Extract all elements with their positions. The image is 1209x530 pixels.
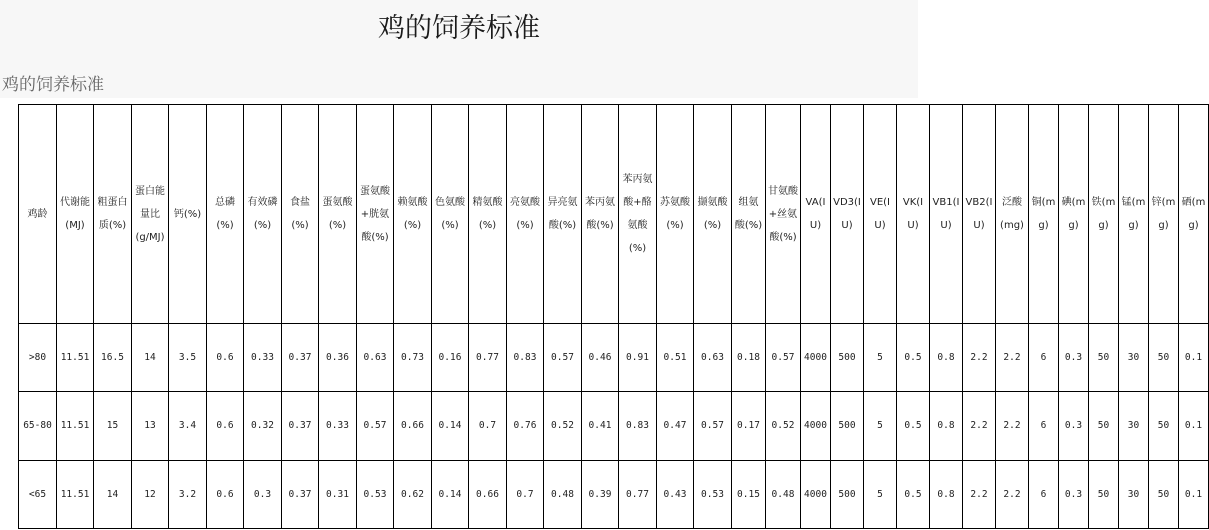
value-cell: 0.16 <box>432 324 469 392</box>
column-header <box>132 105 169 324</box>
column-header <box>94 105 132 324</box>
column-header-label: 铁(mg) <box>1091 197 1116 231</box>
value-cell: 15 <box>94 392 132 460</box>
value-cell: 0.62 <box>394 460 432 528</box>
value-cell: 0.37 <box>282 392 319 460</box>
value-cell: 50 <box>1149 324 1179 392</box>
value-cell: 0.3 <box>244 460 282 528</box>
value-cell: 0.33 <box>319 392 357 460</box>
age-cell: <65 <box>19 460 57 528</box>
value-cell: 4000 <box>801 460 831 528</box>
table-row <box>19 324 1209 392</box>
page-subtitle: 鸡的饲养标准 <box>2 75 104 95</box>
column-header <box>169 105 207 324</box>
column-header <box>831 105 864 324</box>
column-header <box>801 105 831 324</box>
column-header-label: VA(IU) <box>805 197 826 231</box>
value-cell: 5 <box>864 460 897 528</box>
value-cell: 6 <box>1029 460 1059 528</box>
value-cell: 16.5 <box>94 324 132 392</box>
value-cell: 0.57 <box>357 392 394 460</box>
value-cell: 0.6 <box>207 460 244 528</box>
value-cell: 11.51 <box>57 324 94 392</box>
value-cell: 30 <box>1119 460 1149 528</box>
table-body <box>19 324 1209 529</box>
column-header-label: 有效磷(%) <box>247 197 278 231</box>
column-header <box>1149 105 1179 324</box>
value-cell: 0.18 <box>732 324 766 392</box>
value-cell: 0.8 <box>930 460 963 528</box>
column-header <box>732 105 766 324</box>
value-cell: 2.2 <box>996 392 1029 460</box>
value-cell: 0.43 <box>657 460 694 528</box>
value-cell: 0.37 <box>282 324 319 392</box>
column-header <box>319 105 357 324</box>
column-header <box>544 105 582 324</box>
value-cell: 2.2 <box>996 324 1029 392</box>
value-cell: 2.2 <box>963 324 996 392</box>
value-cell: 500 <box>831 324 864 392</box>
column-header-label: 鸡龄 <box>27 208 48 220</box>
column-header-label: 钙(%) <box>173 208 202 220</box>
value-cell: 3.2 <box>169 460 207 528</box>
value-cell: 0.1 <box>1179 392 1209 460</box>
column-header <box>1179 105 1209 324</box>
value-cell: 50 <box>1149 460 1179 528</box>
value-cell: 11.51 <box>57 460 94 528</box>
column-header-label: VK(IU) <box>902 197 924 231</box>
value-cell: 5 <box>864 392 897 460</box>
column-header <box>1089 105 1119 324</box>
value-cell: 6 <box>1029 324 1059 392</box>
value-cell: 0.6 <box>207 324 244 392</box>
value-cell: 0.7 <box>507 460 544 528</box>
value-cell: 0.3 <box>1059 460 1089 528</box>
value-cell: 0.57 <box>766 324 801 392</box>
value-cell: 0.63 <box>357 324 394 392</box>
column-header <box>897 105 930 324</box>
table-row <box>19 460 1209 528</box>
value-cell: 0.91 <box>619 324 657 392</box>
column-header-label: 总磷(%) <box>215 197 235 231</box>
column-header <box>619 105 657 324</box>
column-header-label: VB1(IU) <box>932 197 960 231</box>
column-header-label: 锌(mg) <box>1151 197 1176 231</box>
value-cell: 0.17 <box>732 392 766 460</box>
value-cell: 0.66 <box>394 392 432 460</box>
column-header <box>1029 105 1059 324</box>
value-cell: 0.47 <box>657 392 694 460</box>
value-cell: 3.5 <box>169 324 207 392</box>
column-header <box>469 105 507 324</box>
column-header-label: 碘(mg) <box>1061 197 1086 231</box>
value-cell: 0.5 <box>897 392 930 460</box>
value-cell: 0.53 <box>357 460 394 528</box>
column-header <box>1119 105 1149 324</box>
column-header-label: VE(IU) <box>869 197 890 231</box>
value-cell: 50 <box>1089 324 1119 392</box>
column-header-label: 粗蛋白质(%) <box>97 197 128 231</box>
value-cell: 0.83 <box>619 392 657 460</box>
value-cell: 3.4 <box>169 392 207 460</box>
value-cell: 50 <box>1149 392 1179 460</box>
value-cell: 0.83 <box>507 324 544 392</box>
value-cell: 500 <box>831 392 864 460</box>
feeding-standard-table <box>18 104 1209 529</box>
column-header-label: 苯丙氨酸+酪氨酸(%) <box>622 174 653 254</box>
value-cell: 0.51 <box>657 324 694 392</box>
value-cell: 0.41 <box>582 392 619 460</box>
column-header-label: VD3(IU) <box>833 197 861 231</box>
column-header-label: 撷氨酸(%) <box>697 197 728 231</box>
value-cell: 30 <box>1119 392 1149 460</box>
column-header-label: 蛋氨酸+胱氨酸(%) <box>360 185 390 243</box>
column-header-label: 铜(mg) <box>1031 197 1056 231</box>
column-header-label: 组氨酸(%) <box>734 197 763 231</box>
column-header-label: 蛋氨酸(%) <box>322 197 353 231</box>
value-cell: 0.33 <box>244 324 282 392</box>
value-cell: 0.31 <box>319 460 357 528</box>
value-cell: 0.57 <box>694 392 732 460</box>
column-header-label: 赖氨酸(%) <box>397 197 428 231</box>
value-cell: 0.15 <box>732 460 766 528</box>
column-header <box>963 105 996 324</box>
column-header <box>996 105 1029 324</box>
value-cell: 2.2 <box>963 460 996 528</box>
value-cell: 0.8 <box>930 392 963 460</box>
value-cell: 0.14 <box>432 460 469 528</box>
value-cell: 0.7 <box>469 392 507 460</box>
column-header-label: 亮氨酸(%) <box>510 197 540 231</box>
value-cell: 0.76 <box>507 392 544 460</box>
column-header <box>357 105 394 324</box>
value-cell: 5 <box>864 324 897 392</box>
age-cell: 65-80 <box>19 392 57 460</box>
value-cell: 0.39 <box>582 460 619 528</box>
column-header-label: 甘氨酸+丝氨酸(%) <box>768 185 798 243</box>
column-header-label: 苯丙氨酸(%) <box>585 197 615 231</box>
column-header-label: 蛋白能量比(g/MJ) <box>135 185 165 243</box>
column-header <box>582 105 619 324</box>
column-header-label: 苏氨酸(%) <box>660 197 690 231</box>
column-header-label: 异亮氨酸(%) <box>547 197 578 231</box>
value-cell: 2.2 <box>963 392 996 460</box>
value-cell: 0.48 <box>766 460 801 528</box>
column-header <box>19 105 57 324</box>
column-header-label: 代谢能(MJ) <box>60 197 90 231</box>
value-cell: 4000 <box>801 392 831 460</box>
table-row <box>19 392 1209 460</box>
column-header <box>930 105 963 324</box>
value-cell: 0.53 <box>694 460 732 528</box>
table-header-row <box>19 105 1209 324</box>
value-cell: 0.66 <box>469 460 507 528</box>
value-cell: 0.3 <box>1059 324 1089 392</box>
value-cell: 2.2 <box>996 460 1029 528</box>
column-header-label: 锰(mg) <box>1121 197 1146 231</box>
value-cell: 0.57 <box>544 324 582 392</box>
value-cell: 0.8 <box>930 324 963 392</box>
value-cell: 0.77 <box>619 460 657 528</box>
column-header-label: 泛酸(mg) <box>1000 197 1024 231</box>
value-cell: 50 <box>1089 460 1119 528</box>
value-cell: 0.14 <box>432 392 469 460</box>
column-header <box>244 105 282 324</box>
column-header-label: 精氨酸(%) <box>472 197 503 231</box>
value-cell: 0.52 <box>766 392 801 460</box>
column-header-label: VB2(IU) <box>965 197 993 231</box>
column-header <box>1059 105 1089 324</box>
value-cell: 0.48 <box>544 460 582 528</box>
column-header <box>694 105 732 324</box>
value-cell: 0.73 <box>394 324 432 392</box>
value-cell: 14 <box>132 324 169 392</box>
column-header-label: 硒(mg) <box>1181 197 1206 231</box>
page-title: 鸡的饲养标准 <box>378 13 540 44</box>
value-cell: 0.52 <box>544 392 582 460</box>
value-cell: 6 <box>1029 392 1059 460</box>
value-cell: 0.46 <box>582 324 619 392</box>
value-cell: 0.77 <box>469 324 507 392</box>
age-cell: >80 <box>19 324 57 392</box>
value-cell: 4000 <box>801 324 831 392</box>
value-cell: 0.1 <box>1179 460 1209 528</box>
column-header <box>282 105 319 324</box>
value-cell: 0.37 <box>282 460 319 528</box>
column-header <box>766 105 801 324</box>
value-cell: 0.3 <box>1059 392 1089 460</box>
value-cell: 12 <box>132 460 169 528</box>
value-cell: 13 <box>132 392 169 460</box>
value-cell: 0.32 <box>244 392 282 460</box>
value-cell: 50 <box>1089 392 1119 460</box>
value-cell: 0.1 <box>1179 324 1209 392</box>
column-header <box>864 105 897 324</box>
column-header <box>507 105 544 324</box>
column-header-label: 色氨酸(%) <box>435 197 465 231</box>
value-cell: 30 <box>1119 324 1149 392</box>
column-header <box>207 105 244 324</box>
value-cell: 11.51 <box>57 392 94 460</box>
value-cell: 0.6 <box>207 392 244 460</box>
value-cell: 0.5 <box>897 460 930 528</box>
column-header-label: 食盐(%) <box>290 197 310 231</box>
title-banner <box>0 0 918 98</box>
column-header <box>394 105 432 324</box>
column-header <box>432 105 469 324</box>
value-cell: 0.36 <box>319 324 357 392</box>
value-cell: 500 <box>831 460 864 528</box>
value-cell: 0.63 <box>694 324 732 392</box>
value-cell: 0.5 <box>897 324 930 392</box>
column-header <box>57 105 94 324</box>
column-header <box>657 105 694 324</box>
value-cell: 14 <box>94 460 132 528</box>
